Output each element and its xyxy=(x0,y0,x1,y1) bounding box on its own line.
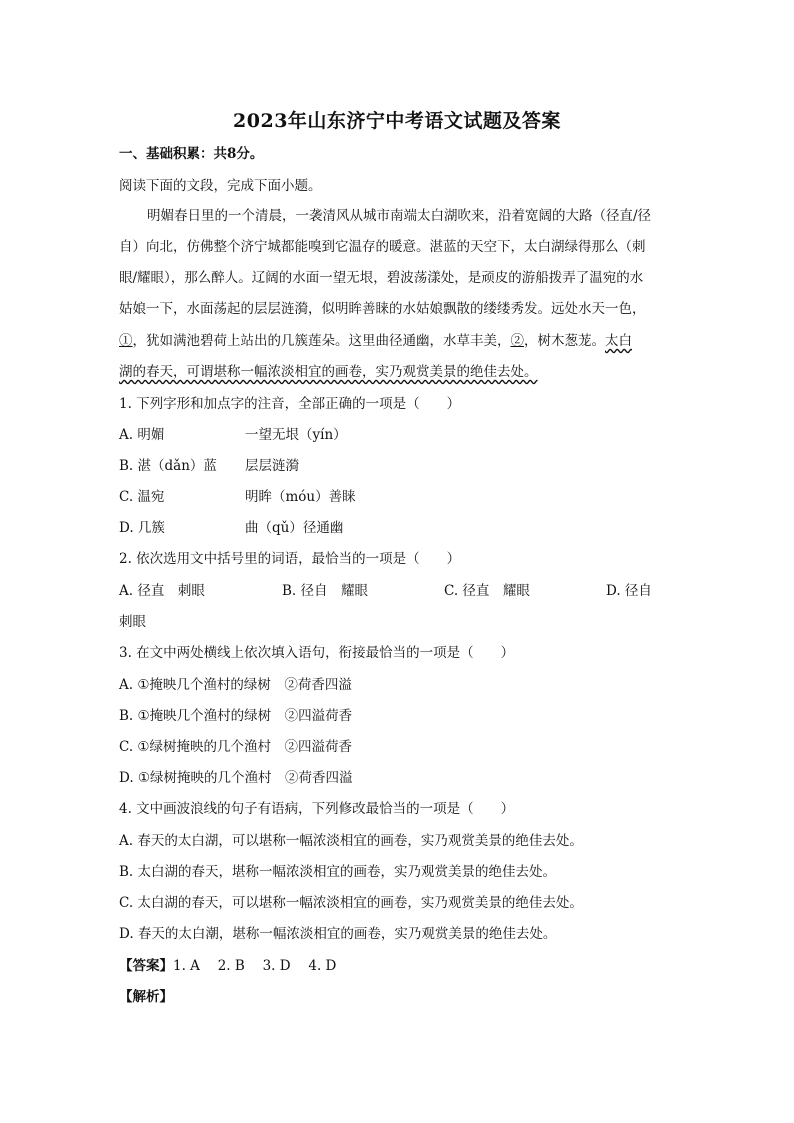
analysis-label: 【解析】 xyxy=(119,989,173,1005)
q1-option-d-right: 曲（qǔ）径通幽 xyxy=(245,520,344,536)
q1-option-c-right: 明眸（móu）善睐 xyxy=(245,489,356,505)
q2-option-d: D. 径自 xyxy=(606,583,652,599)
q2-option-c: C. 径直 耀眼 xyxy=(444,583,530,599)
passage-line-2: 自）向北，仿佛整个济宁城都能嗅到它温存的暖意。湛蓝的天空下，太白湖绿得那么（刺 xyxy=(119,239,646,255)
q3-option-d: D. ①绿树掩映的几个渔村 ②荷香四溢 xyxy=(119,770,353,786)
passage-line-5-text-b: ，树木葱茏。 xyxy=(524,333,605,349)
q1-option-b-left: B. 湛（dǎn）蓝 xyxy=(119,458,217,474)
q4-stem: 4. 文中画波浪线的句子有语病，下列修改最恰当的一项是（ ） xyxy=(119,801,515,817)
q1-option-b xyxy=(119,456,299,476)
passage-line-5-text-a: ，犹如满池碧荷上站出的几簇莲朵。这里曲径通幽，水草丰美， xyxy=(132,333,511,349)
instruction: 阅读下面的文段，完成下面小题。 xyxy=(119,178,322,194)
q4-option-b: B. 太白湖的春天，堪称一幅浓淡相宜的画卷，实乃观赏美景的绝佳去处。 xyxy=(119,864,557,880)
q1-option-a-left: A. 明媚 xyxy=(119,427,165,443)
wavy-sentence-start: 太白 xyxy=(605,333,632,349)
blank-1: ① xyxy=(119,333,133,349)
passage-line-6-wavy: 湖的春天，可谓堪称一幅浓淡相宜的画卷，实乃观赏美景的绝佳去处。 xyxy=(119,364,538,380)
q1-option-d xyxy=(119,518,344,538)
q1-option-b-right: 层层涟漪 xyxy=(245,458,299,474)
q4-option-d: D. 春天的太白潮，堪称一幅浓淡相宜的画卷，实乃观赏美景的绝佳去处。 xyxy=(119,926,557,942)
q3-option-a: A. ①掩映几个渔村的绿树 ②荷香四溢 xyxy=(119,677,352,693)
q4-option-a: A. 春天的太白湖，可以堪称一幅浓淡相宜的画卷，实乃观赏美景的绝佳去处。 xyxy=(119,833,583,849)
q1-option-a xyxy=(119,425,347,445)
q2-option-b: B. 径自 耀眼 xyxy=(282,583,369,599)
q2-stem: 2. 依次选用文中括号里的词语，最恰当的一项是（ ） xyxy=(119,551,461,567)
passage-line-1: 明媚春日里的一个清晨，一袭清风从城市南端太白湖吹来，沿着宽阔的大路（径直/径 xyxy=(147,208,652,224)
q2-option-a: A. 径直 刺眼 xyxy=(119,583,205,599)
q3-option-c: C. ①绿树掩映的几个渔村 ②四溢荷香 xyxy=(119,739,353,755)
answer-text: 1. A 2. B 3. D 4. D xyxy=(173,958,337,974)
page-title: 2023年山东济宁中考语文试题及答案 xyxy=(233,110,561,132)
q1-stem: 1. 下列字形和加点字的注音，全部正确的一项是（ ） xyxy=(119,396,461,412)
q1-option-a-right: 一望无垠（yín） xyxy=(245,427,347,443)
q3-option-b: B. ①掩映几个渔村的绿树 ②四溢荷香 xyxy=(119,708,353,724)
blank-2: ② xyxy=(510,333,524,349)
passage-line-5 xyxy=(119,331,632,351)
passage-line-4: 姑娘一下，水面荡起的层层涟漪，似明眸善睐的水姑娘飘散的缕缕秀发。远处水天一色， xyxy=(119,301,646,317)
q1-option-c-left: C. 温宛 xyxy=(119,489,165,505)
section-heading: 一、基础积累：共8分。 xyxy=(119,146,264,162)
q2-option-d-cont: 刺眼 xyxy=(119,614,146,630)
passage-line-3: 眼/耀眼），那么醉人。辽阔的水面一望无垠，碧波荡漾处，是顽皮的游船拨弄了温宛的水 xyxy=(119,270,644,286)
q3-stem: 3. 在文中两处横线上依次填入语句，衔接最恰当的一项是（ ） xyxy=(119,645,515,661)
q1-option-d-left: D. 几簇 xyxy=(119,520,165,536)
q1-option-c xyxy=(119,487,356,507)
answer-label: 【答案】 xyxy=(119,958,173,974)
q4-option-c: C. 太白湖的春天，可以堪称一幅浓淡相宜的画卷，实乃观赏美景的绝佳去处。 xyxy=(119,895,583,911)
answer-line xyxy=(119,956,336,976)
